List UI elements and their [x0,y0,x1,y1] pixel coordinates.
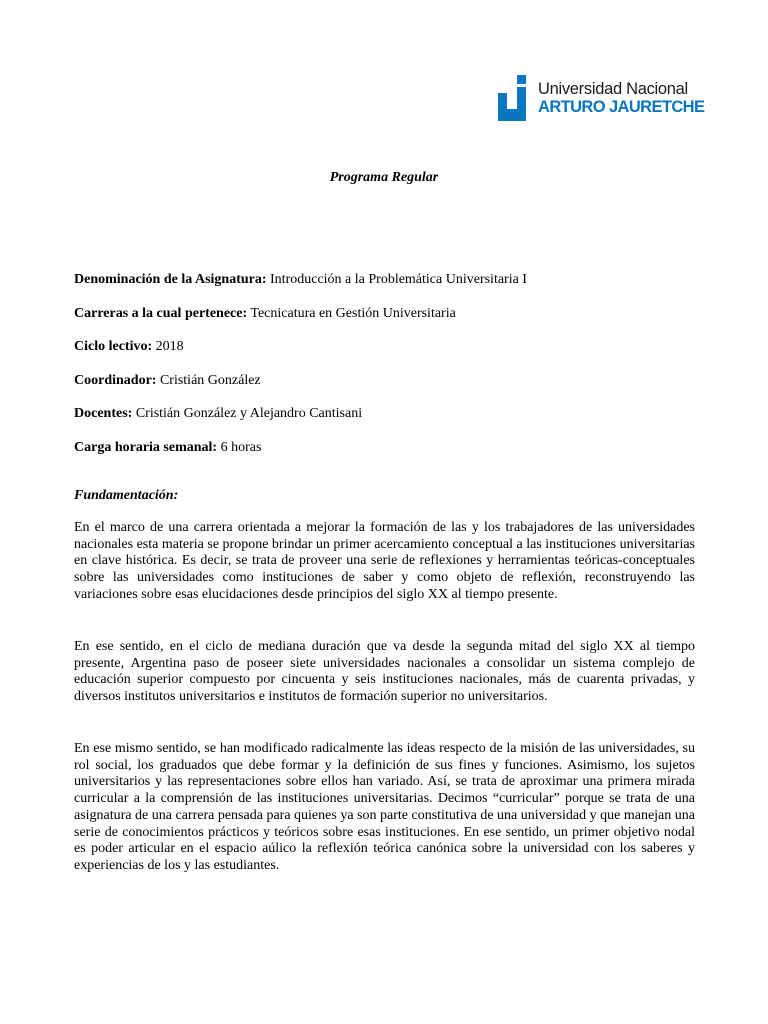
field-label: Denominación de la Asignatura: [74,272,267,287]
academic-year-row [74,338,696,372]
field-value: 6 horas [220,439,262,455]
field-label: Carga horaria semanal: [74,439,218,455]
logo-university-subname: ARTURO JAURETCHE [538,98,705,116]
field-label: Ciclo lectivo: [74,339,153,355]
paragraph: En ese sentido, en el ciclo de mediana duración que va desde la segunda mitad del siglo XX al tiempo presente, Argentina paso de poseer siete universidades nacionales a consolidar un sistema complejo de educación superior compuesto por cincuenta y seis instituciones nacionales, más de cuarenta privadas, y diversos institutos universitarios e institutos de formación superior no universitarios. [74,639,695,705]
field-value: Tecnicatura en Gestión Universitaria [250,305,456,321]
field-value: Cristián González [159,372,261,388]
document-title: Programa Regular [329,170,439,185]
course-name-row [74,271,696,305]
section-heading-fundamentacion: Fundamentación: [74,488,179,503]
paragraph: En ese mismo sentido, se han modificado radicalmente las ideas respecto de la misión de las universidades, su rol social, los graduados que debe formar y la definición de sus fines y funciones. Asimismo, los sujetos universitarios y las representaciones sobre ellos han variado. Así, se trata de aproximar una primera mirada curricular a la comprensión de las instituciones universitarias. Decimos “curricular” porque se trata de una asignatura de una carrera pensada para quienes ya son parte constitutiva de una universidad y que manejan una serie de conocimientos prácticos y teóricos sobre esas instituciones. En ese sentido, un primer objetivo nodal es poder articular en el espacio aúlico la reflexión teórica canónica sobre la universidad con los saberes y experiencias de los y las estudiantes. [74,741,695,873]
course-info [74,271,696,473]
field-value: Introducción a la Problemática Universitaria I [270,272,527,287]
field-label: Coordinador: [74,372,157,388]
field-value: Cristián González y Alejandro Cantisani [135,406,363,422]
field-label: Docentes: [74,406,133,422]
paragraph: En el marco de una carrera orientada a mejorar la formación de las y los trabajadores de las universidades nacionales esta materia se propone brindar un primer acercamiento conceptual a las instituciones universitarias en clave histórica. Es decir, se trata de proveer una serie de reflexiones y herramientas teóricas-conceptuales sobre las universidades como instituciones de saber y como objeto de reflexión, reconstruyendo las variaciones sobre esas elucidaciones desde principios del siglo XX al tiempo presente. [74,520,695,602]
career-row [74,305,696,339]
unaj-j-logo-icon [498,75,532,121]
weekly-hours-row [74,439,696,473]
university-logo [498,74,705,122]
field-label: Carreras a la cual pertenece: [74,305,248,321]
coordinator-row [74,372,696,406]
teachers-row [74,405,696,439]
logo-university-name: Universidad Nacional [538,79,688,98]
field-value: 2018 [155,339,184,355]
